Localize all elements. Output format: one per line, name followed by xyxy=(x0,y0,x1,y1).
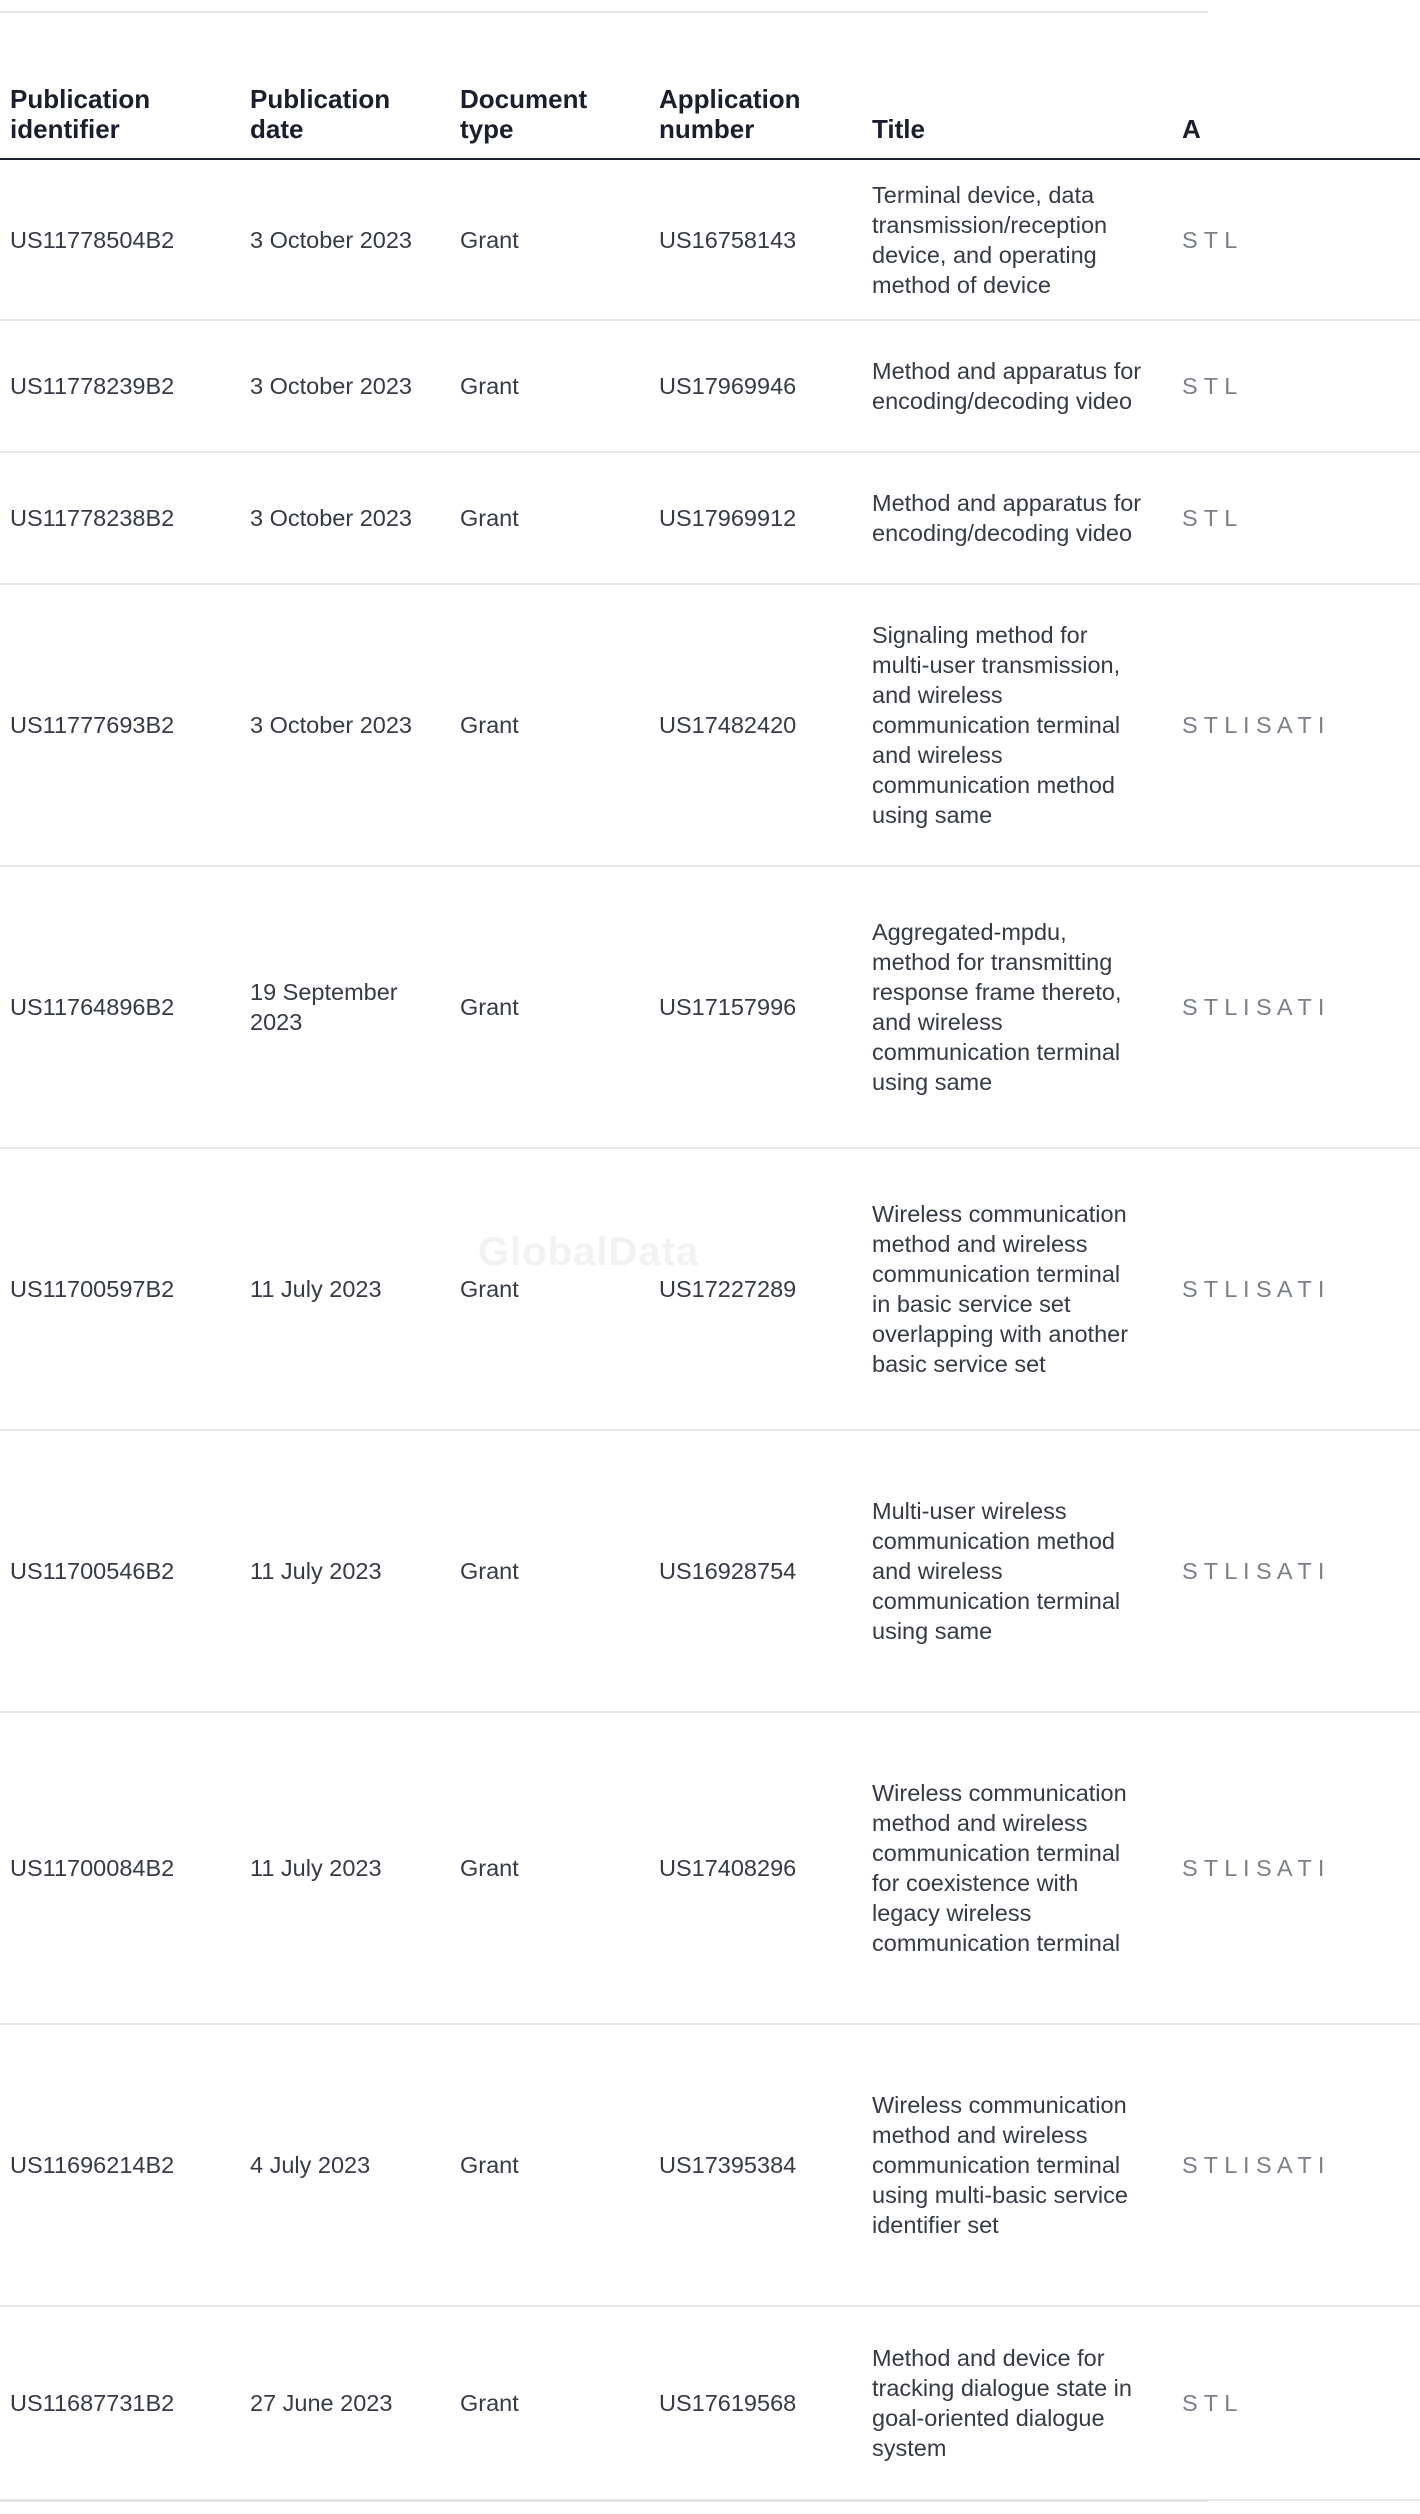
table-row xyxy=(0,866,1420,1148)
publication-date-cell: 3 October 2023 xyxy=(240,452,450,584)
header-applicant: A xyxy=(1172,68,1420,159)
globaldata-watermark: GlobalData xyxy=(478,1230,700,1274)
applicant-cell: S T L I S A T I xyxy=(1172,2024,1420,2306)
application-number-cell: US17157996 xyxy=(649,866,862,1148)
publication-date-cell: 3 October 2023 xyxy=(240,584,450,866)
applicant-cell: S T L xyxy=(1172,2306,1420,2500)
publication-identifier-cell: US11700546B2 xyxy=(0,1430,240,1712)
publication-identifier-cell: US11687731B2 xyxy=(0,2306,240,2500)
table-row xyxy=(0,2306,1420,2500)
publication-date-cell: 11 July 2023 xyxy=(240,1430,450,1712)
document-type-cell: Grant xyxy=(450,452,649,584)
publication-identifier-cell: US11700084B2 xyxy=(0,1712,240,2024)
publication-identifier-cell: US11764896B2 xyxy=(0,866,240,1148)
publication-date-cell: 27 June 2023 xyxy=(240,2306,450,2500)
application-number-cell: US16758143 xyxy=(649,159,862,320)
document-type-cell: Grant xyxy=(450,2024,649,2306)
header-application-number: Application number xyxy=(649,68,862,159)
applicant-cell: S T L xyxy=(1172,159,1420,320)
table-row xyxy=(0,320,1420,452)
applicant-cell: S T L I S A T I xyxy=(1172,584,1420,866)
document-type-cell: Grant xyxy=(450,1712,649,2024)
title-cell: Method and apparatus for encoding/decoding video xyxy=(862,320,1172,452)
publication-date-cell: 3 October 2023 xyxy=(240,320,450,452)
table-row xyxy=(0,1712,1420,2024)
table-row xyxy=(0,1430,1420,1712)
publication-date-cell: 11 July 2023 xyxy=(240,1148,450,1430)
title-cell: Multi-user wireless communication method and wireless communication terminal using same xyxy=(862,1430,1172,1712)
application-number-cell: US16928754 xyxy=(649,1430,862,1712)
applicant-cell: S T L xyxy=(1172,320,1420,452)
header-title: Title xyxy=(862,68,1172,159)
title-cell: Method and device for tracking dialogue state in goal-oriented dialogue system xyxy=(862,2306,1172,2500)
title-cell: Wireless communication method and wireless communication terminal using multi-basic service identifier set xyxy=(862,2024,1172,2306)
title-cell: Wireless communication method and wireless communication terminal in basic service set overlapping with another basic service set xyxy=(862,1148,1172,1430)
bottom-divider xyxy=(0,2500,1208,2502)
publication-identifier-cell: US11700597B2 xyxy=(0,1148,240,1430)
document-type-cell: Grant xyxy=(450,584,649,866)
publication-identifier-cell: US11778239B2 xyxy=(0,320,240,452)
publication-date-cell: 4 July 2023 xyxy=(240,2024,450,2306)
application-number-cell: US17408296 xyxy=(649,1712,862,2024)
table-row xyxy=(0,2024,1420,2306)
table-row xyxy=(0,584,1420,866)
title-cell: Method and apparatus for encoding/decoding video xyxy=(862,452,1172,584)
patents-table xyxy=(0,68,1420,2501)
applicant-cell: S T L I S A T I xyxy=(1172,866,1420,1148)
document-type-cell: Grant xyxy=(450,866,649,1148)
applicant-cell: S T L xyxy=(1172,452,1420,584)
title-cell: Terminal device, data transmission/reception device, and operating method of device xyxy=(862,159,1172,320)
header-row xyxy=(0,68,1420,159)
table-row xyxy=(0,1148,1420,1430)
table-row xyxy=(0,452,1420,584)
header-publication-date: Publication date xyxy=(240,68,450,159)
document-type-cell: Grant xyxy=(450,1430,649,1712)
publication-identifier-cell: US11696214B2 xyxy=(0,2024,240,2306)
applicant-cell: S T L I S A T I xyxy=(1172,1430,1420,1712)
publication-identifier-cell: US11777693B2 xyxy=(0,584,240,866)
application-number-cell: US17482420 xyxy=(649,584,862,866)
table-row xyxy=(0,159,1420,320)
publication-identifier-cell: US11778504B2 xyxy=(0,159,240,320)
applicant-cell: S T L I S A T I xyxy=(1172,1712,1420,2024)
document-type-cell: Grant xyxy=(450,159,649,320)
application-number-cell: US17619568 xyxy=(649,2306,862,2500)
applicant-cell: S T L I S A T I xyxy=(1172,1148,1420,1430)
application-number-cell: US17969946 xyxy=(649,320,862,452)
header-document-type: Document type xyxy=(450,68,649,159)
application-number-cell: US17227289 xyxy=(649,1148,862,1430)
document-type-cell: Grant xyxy=(450,1148,649,1430)
publication-date-cell: 19 September 2023 xyxy=(240,866,450,1148)
title-cell: Wireless communication method and wireless communication terminal for coexistence with legacy wireless communication terminal xyxy=(862,1712,1172,2024)
table-header xyxy=(0,68,1420,159)
application-number-cell: US17969912 xyxy=(649,452,862,584)
table-body xyxy=(0,159,1420,2500)
publication-date-cell: 3 October 2023 xyxy=(240,159,450,320)
title-cell: Aggregated-mpdu, method for transmitting response frame thereto, and wireless communication terminal using same xyxy=(862,866,1172,1148)
publication-date-cell: 11 July 2023 xyxy=(240,1712,450,2024)
document-type-cell: Grant xyxy=(450,320,649,452)
document-type-cell: Grant xyxy=(450,2306,649,2500)
title-cell: Signaling method for multi-user transmission, and wireless communication terminal and wireless communication method using same xyxy=(862,584,1172,866)
application-number-cell: US17395384 xyxy=(649,2024,862,2306)
publication-identifier-cell: US11778238B2 xyxy=(0,452,240,584)
header-publication-identifier: Publication identifier xyxy=(0,68,240,159)
